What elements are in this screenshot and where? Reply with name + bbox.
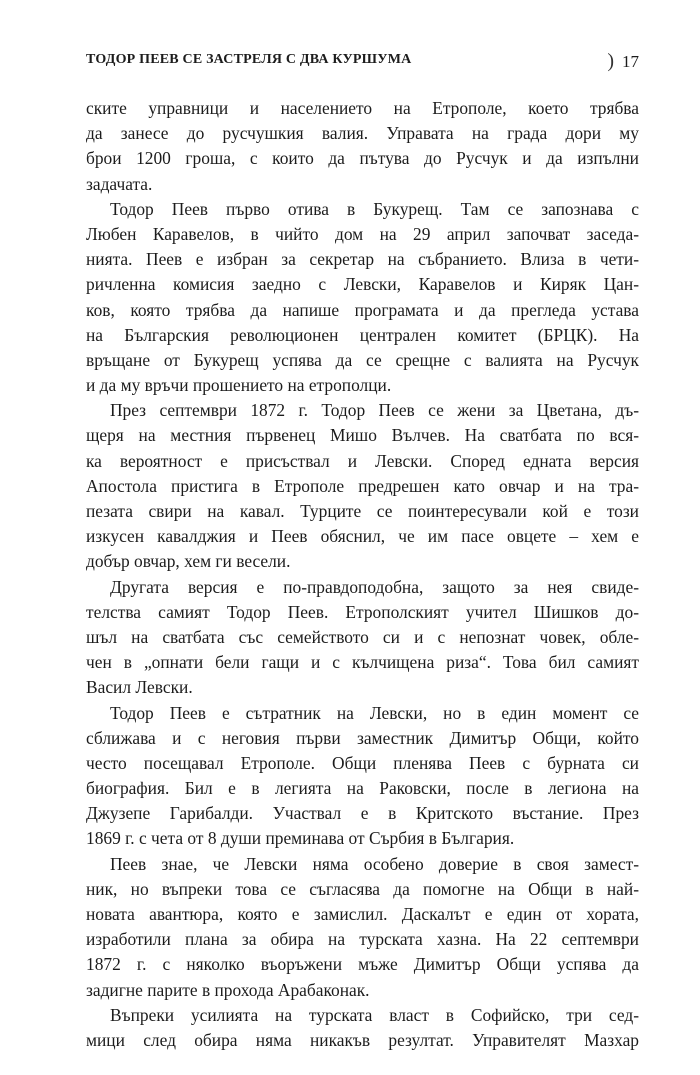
text-line: задигне парите в прохода Арабаконак. [86, 979, 370, 1000]
text-line: на Българския революционен централен комитет (БРЦК). На [86, 324, 639, 345]
text-line: ските управници и населението на Етрополе, което трябва [86, 98, 639, 118]
text-line: Тодор Пеев е сътратник на Левски, но в един момент се [110, 702, 639, 723]
text-line: добър овчар, хем ги весели. [86, 551, 291, 572]
text-line: ричленна комисия заедно с Левски, Каравелов и Киряк Цан- [86, 274, 639, 295]
paragraph-6 [86, 852, 639, 1003]
text-line: Апостола пристига в Етрополе предрешен като овчар и на тра- [86, 475, 639, 496]
text-line: Васил Левски. [86, 677, 193, 698]
text-line: нията. Пеев е избран за секретар на събранието. Влиза в чети- [86, 249, 639, 270]
text-line: Любен Каравелов, в чийто дом на 29 април започват заседа- [86, 223, 639, 244]
running-title: ТОДОР ПЕЕВ СЕ ЗАСТРЕЛЯ С ДВА КУРШУМА [86, 52, 412, 67]
text-line: През септември 1872 г. Тодор Пеев се жени за Цветана, дъ- [110, 400, 639, 421]
text-line: Пеев знае, че Левски няма особено доверие в своя замест- [110, 853, 639, 874]
text-line: ник, но въпреки това се съгласява да помогне на Общи в най- [86, 878, 639, 899]
text-line: задачата. [86, 173, 153, 194]
text-line: 1869 г. с чета от 8 души преминава от Сърбия в България. [86, 828, 515, 849]
paragraph-5 [86, 701, 639, 852]
paragraph-1 [86, 96, 639, 197]
page-bracket: ) [607, 50, 614, 72]
text-line: сближава и с неговия първи заместник Димитър Общи, който [86, 727, 639, 748]
text-line: ков, която трябва да напише програмата и да прегледа устава [86, 299, 639, 320]
page-number: 17 [622, 52, 639, 71]
text-line: Тодор Пеев първо отива в Букурещ. Там се запознава с [110, 198, 639, 219]
text-line: да занесе до русчушкия валия. Управата на града дори му [86, 123, 639, 144]
text-line: изкусен кавалджия и Пеев обяснил, че им пасе овцете – хем е [86, 526, 639, 547]
text-line: чен в „опнати бели гащи и с кълчищена риза“. Това бил самият [86, 652, 639, 673]
text-line: Въпреки усилията на турската власт в Софийско, три сед- [110, 1004, 639, 1025]
paragraph-3 [86, 398, 639, 574]
text-line: щеря на местния първенец Мишо Вълчев. На сватбата по вся- [86, 425, 639, 446]
text-line: новата авантюра, която е замислил. Даскалът е един от хората, [86, 904, 639, 924]
text-line: връщане от Букурещ успява да се срещне с валията на Русчук [86, 349, 639, 370]
text-line: и да му връчи прошението на етрополци. [86, 375, 392, 396]
text-line: Другата версия е по-правдоподобна, защото за нея свиде- [110, 576, 639, 597]
body-text [86, 96, 639, 1053]
running-header [86, 52, 639, 72]
text-line: биография. Бил е в легията на Раковски, после в легиона на [86, 778, 639, 799]
text-line: изработили плана за обира на турската хазна. На 22 септември [86, 929, 639, 950]
text-line: Джузепе Гарибалди. Участвал е в Критското въстание. През [86, 803, 639, 824]
paragraph-2 [86, 197, 639, 399]
text-line: телства самият Тодор Пеев. Етрополският учител Шишков до- [86, 601, 639, 622]
paragraph-4 [86, 575, 639, 701]
text-line: пезата свири на кавал. Турците се поинтересували кой е този [86, 501, 639, 521]
text-line: често посещавал Етрополе. Общи пленява Пеев с бурната си [86, 752, 639, 773]
page-number-block [607, 50, 639, 73]
paragraph-7 [86, 1003, 639, 1053]
text-line: 1872 г. с няколко въоръжени мъже Димитър Общи успява да [86, 954, 639, 975]
text-line: брои 1200 гроша, с които да пътува до Русчук и да изпълни [86, 148, 639, 169]
text-line: мици след обира няма никакъв резултат. Управителят Мазхар [86, 1029, 639, 1050]
text-line: шъл на сватбата със семейството си и с непознат човек, облe- [86, 626, 639, 647]
text-line: ка вероятност е присъствал и Левски. Според едната версия [86, 450, 639, 471]
